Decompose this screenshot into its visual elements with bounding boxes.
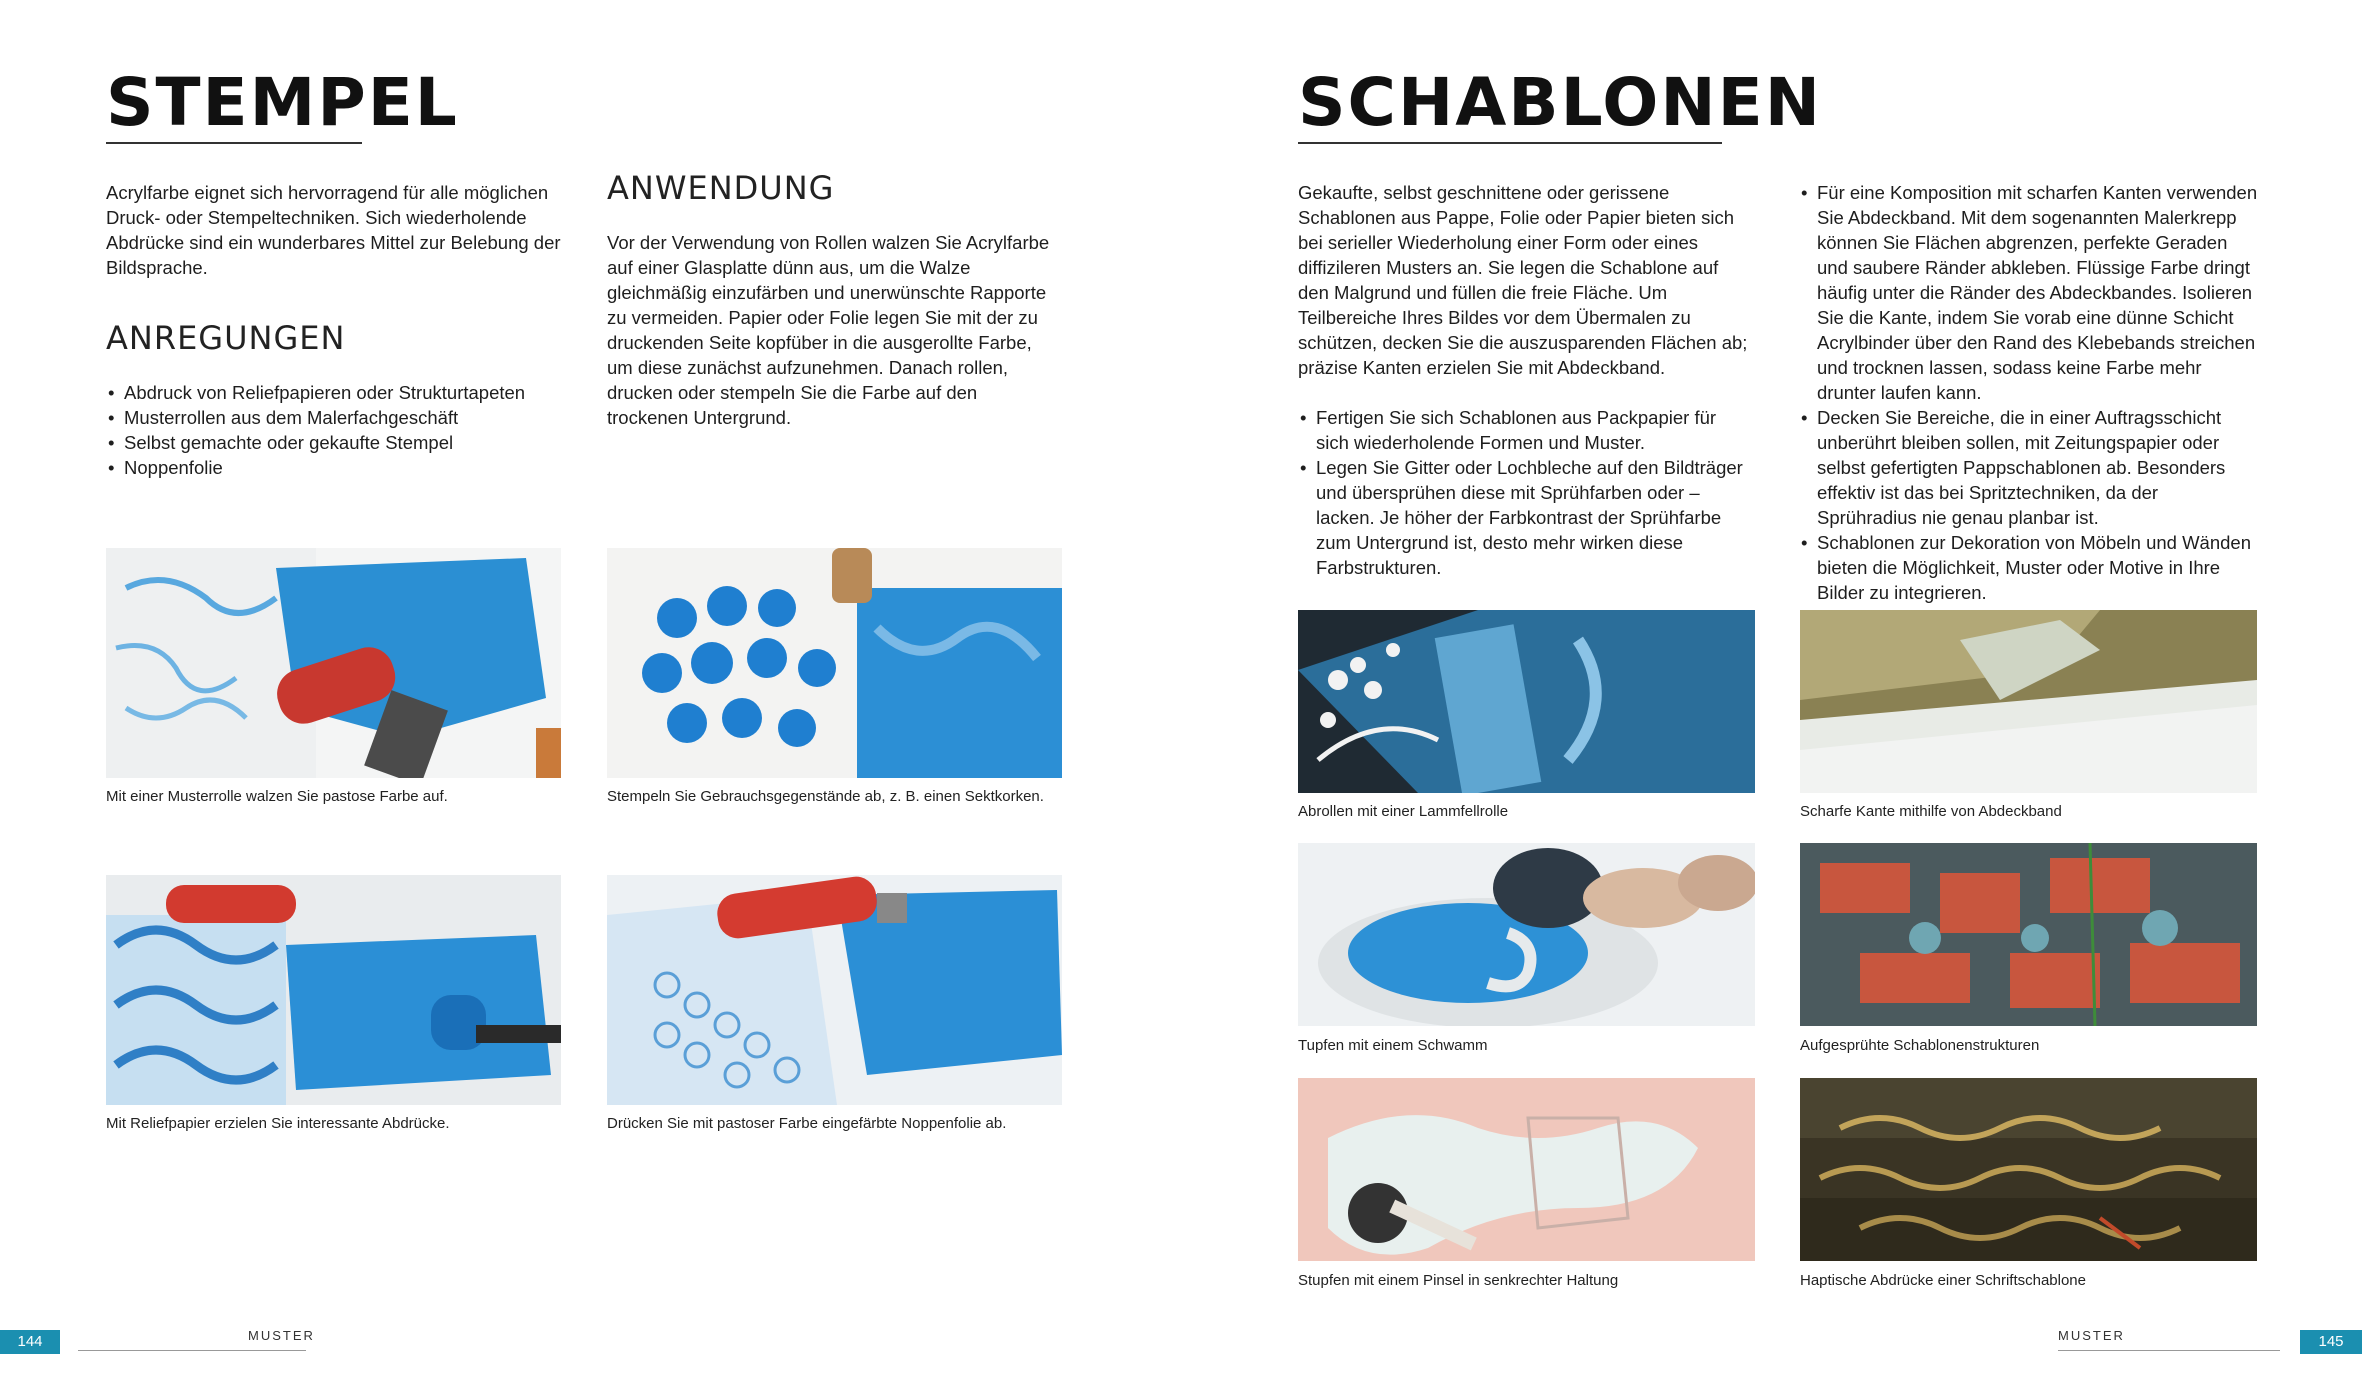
photo-bubble-wrap bbox=[607, 875, 1062, 1105]
photo-spray-stencil bbox=[1800, 843, 2257, 1026]
caption: Scharfe Kante mithilfe von Abdeckband bbox=[1800, 803, 2062, 820]
photo-brush-stippling bbox=[1298, 1078, 1755, 1261]
footer-rule bbox=[78, 1350, 306, 1351]
caption: Haptische Abdrücke einer Schriftschablone bbox=[1800, 1272, 2086, 1289]
bullets-right bbox=[1799, 180, 2259, 605]
caption: Abrollen mit einer Lammfellrolle bbox=[1298, 803, 1509, 820]
caption: Mit Reliefpapier erzielen Sie interessante Abdrücke. bbox=[106, 1115, 450, 1132]
footer-label-right: MUSTER bbox=[2058, 1328, 2125, 1343]
title-underline bbox=[106, 142, 362, 144]
page-number-left: 144 bbox=[0, 1330, 60, 1354]
heading-anwendung: ANWENDUNG bbox=[607, 169, 835, 207]
caption: Stupfen mit einem Pinsel in senkrechter Haltung bbox=[1298, 1272, 1619, 1289]
footer-rule bbox=[2058, 1350, 2280, 1351]
list-item: • Musterrollen aus dem Malerfachgeschäft bbox=[106, 405, 566, 430]
intro-text: Gekaufte, selbst geschnittene oder gerissene Schablonen aus Pappe, Folie oder Papier bieten sich bei serieller Wiederholung einer Form oder eines diffizileren Musters an. Sie legen die Schablone auf den Malgrund und füllen die freie Fläche. Um Teilbereiche Ihres Bildes vor dem Übermalen zu schützen, decken Sie die auszusparenden Flächen ab; präzise Kanten erzielen Sie mit Abdeckband. bbox=[1298, 182, 1748, 378]
list-item: • Für eine Komposition mit scharfen Kanten verwenden Sie Abdeckband. Mit dem sogenannten Malerkrepp können Sie Flächen abgrenzen, perfekte Geraden und saubere Ränder abkleben. Flüssige Farbe dringt häufig unter die Ränder des Abdeckbandes. Isolieren Sie die Kante, indem Sie vorab eine dünne Schicht Acrylbinder über den Rand des Klebebands streichen und trocknen lassen, sodass keine Farbe mehr drunter laufen kann. bbox=[1799, 180, 2259, 405]
page-number-right: 145 bbox=[2300, 1330, 2362, 1354]
list-item: • Fertigen Sie sich Schablonen aus Packpapier für sich wiederholende Formen und Muster. bbox=[1298, 405, 1753, 455]
anregungen-list bbox=[106, 380, 566, 480]
list-item: • Noppenfolie bbox=[106, 455, 566, 480]
photo-lettering-stencil bbox=[1800, 1078, 2257, 1261]
caption: Mit einer Musterrolle walzen Sie pastose Farbe auf. bbox=[106, 788, 448, 805]
list-item: • Selbst gemachte oder gekaufte Stempel bbox=[106, 430, 566, 455]
caption: Stempeln Sie Gebrauchsgegenstände ab, z. B. einen Sektkorken. bbox=[607, 788, 1044, 805]
page-title-stempel: STEMPEL bbox=[106, 64, 459, 141]
footer-label-left: MUSTER bbox=[248, 1328, 315, 1343]
anwendung-text: Vor der Verwendung von Rollen walzen Sie Acrylfarbe auf einer Glasplatte dünn aus, um die Walze gleichmäßig einzufärben und unerwünschte Rapporte zu vermeiden. Papier oder Folie legen Sie mit der zu druckenden Seite kopfüber in die ausgerollte Farbe, um diese zunächst aufzunehmen. Danach rollen, drucken oder stempeln Sie die Farbe auf den trockenen Untergrund. bbox=[607, 232, 1050, 428]
photo-lambskin-roller bbox=[1298, 610, 1755, 793]
list-item: • Schablonen zur Dekoration von Möbeln und Wänden bieten die Möglichkeit, Muster oder Motive in Ihre Bilder zu integrieren. bbox=[1799, 530, 2259, 605]
caption: Aufgesprühte Schablonenstrukturen bbox=[1800, 1037, 2040, 1054]
caption: Tupfen mit einem Schwamm bbox=[1298, 1037, 1488, 1054]
title-underline bbox=[1298, 142, 1722, 144]
photo-cork-stamp bbox=[607, 548, 1062, 778]
page-title-schablonen: SCHABLONEN bbox=[1298, 64, 1822, 141]
list-item: • Decken Sie Bereiche, die in einer Auftragsschicht unberührt bleiben sollen, mit Zeitungspapier oder selbst gefertigten Pappschablonen ab. Besonders effektiv ist das bei Spritztechniken, da der Sprühradius nie genau planbar ist. bbox=[1799, 405, 2259, 530]
bullets-left bbox=[1298, 405, 1753, 580]
caption: Drücken Sie mit pastoser Farbe eingefärbte Noppenfolie ab. bbox=[607, 1115, 1007, 1132]
heading-anregungen: ANREGUNGEN bbox=[106, 319, 346, 357]
photo-masking-tape bbox=[1800, 610, 2257, 793]
photo-pattern-roller bbox=[106, 548, 561, 778]
photo-relief-paper bbox=[106, 875, 561, 1105]
photo-sponge-dabbing bbox=[1298, 843, 1755, 1026]
intro-text: Acrylfarbe eignet sich hervorragend für alle möglichen Druck- oder Stempeltechniken. Sich wiederholende Abdrücke sind ein wunderbares Mittel zur Belebung der Bildsprache. bbox=[106, 182, 561, 278]
list-item: • Abdruck von Reliefpapieren oder Strukturtapeten bbox=[106, 380, 566, 405]
list-item: • Legen Sie Gitter oder Lochbleche auf den Bildträger und übersprühen diese mit Sprühfarben oder –lacken. Je höher der Farbkontrast der Sprühfarbe zum Untergrund ist, desto mehr wirken diese Farbstrukturen. bbox=[1298, 455, 1753, 580]
